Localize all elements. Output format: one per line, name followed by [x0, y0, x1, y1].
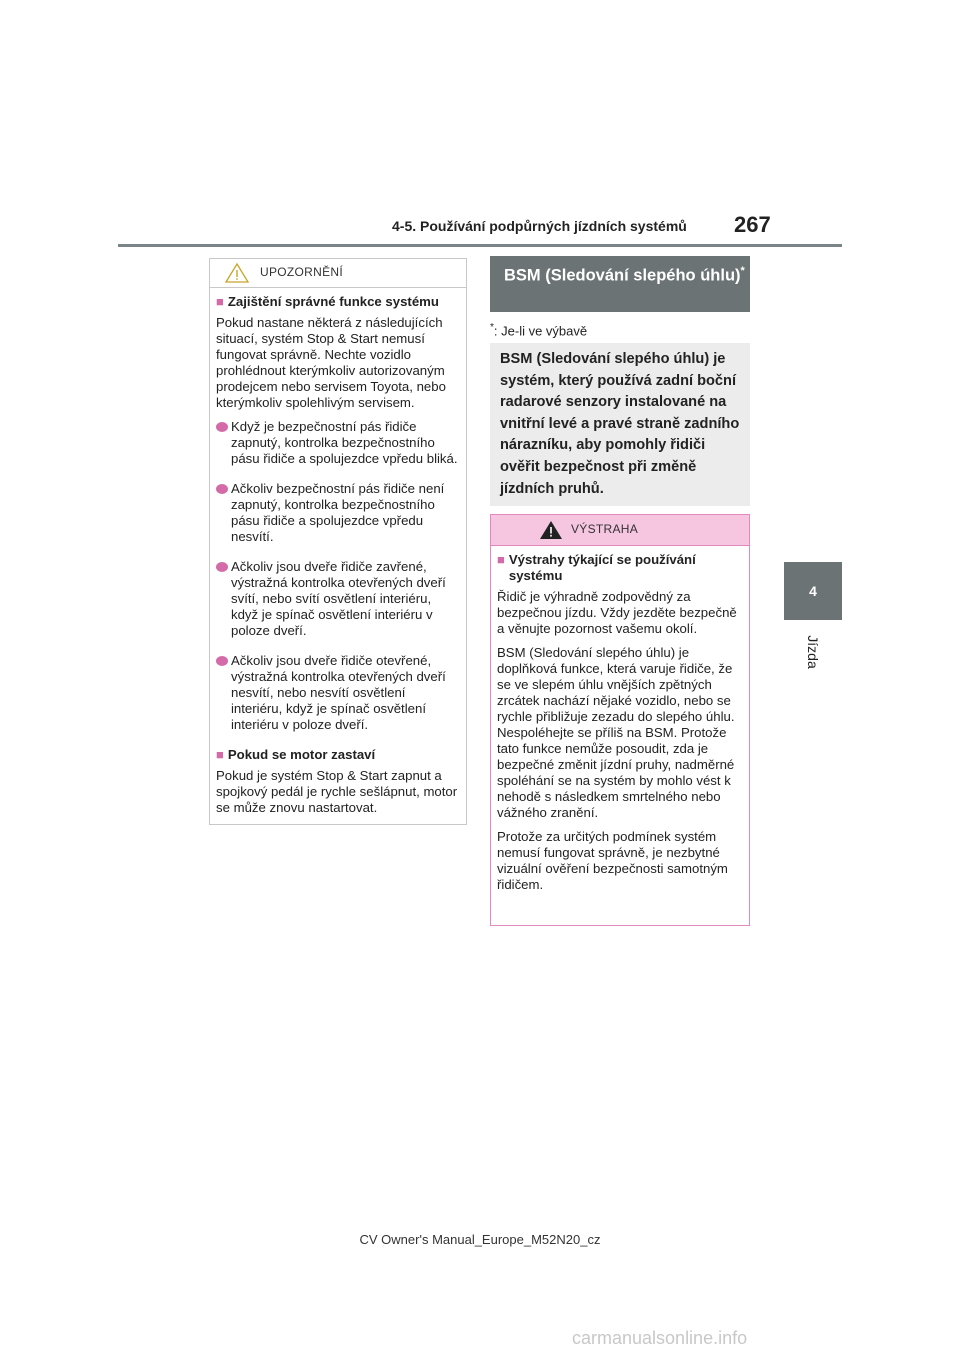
caution-bullet-3: Ačkoliv jsou dveře řidiče zavřené, výstražná kontrolka otevřených dveří svítí, nebo svítí osvětlení interiéru, když je spínač osvětlení interiéru v poloze dveří. — [216, 559, 460, 639]
caution-triangle-icon — [224, 262, 250, 284]
caution-text-2: Pokud je systém Stop & Start zapnut a spojkový pedál je rychle sešlápnut, motor se může znovu nastartovat. — [216, 768, 458, 815]
caution-box — [209, 258, 467, 825]
footnote: *: Je-li ve výbavě — [490, 322, 588, 339]
header-rule — [118, 244, 842, 247]
round-bullet-icon — [216, 422, 228, 432]
warning-triangle-icon — [539, 520, 563, 540]
page-number: 267 — [734, 212, 771, 237]
square-bullet-icon: ■ — [216, 747, 224, 762]
watermark: carmanualsonline.info — [572, 1328, 748, 1348]
round-bullet-icon — [216, 562, 228, 572]
square-bullet-icon: ■ — [497, 552, 505, 567]
bsm-title-band — [490, 256, 750, 312]
caution-heading-1: ■ Zajištění správné funkce systému — [216, 294, 439, 309]
round-bullet-icon — [216, 484, 228, 494]
caution-bullet-1: Když je bezpečnostní pás řidiče zapnutý, kontrolka bezpečnostního pásu řidiče a spolujezdce vpředu bliká. — [216, 419, 460, 467]
warning-paragraph-2: BSM (Sledování slepého úhlu) je doplňková funkce, která varuje řidiče, že se ve slepém úhlu vnějších zpětných zrcátek nachází nějaké vozidlo, nebo se rychle přibližuje zezadu do slepého úhlu. Nespoléhejte se příliš na BSM. Protože tato funkce nemůže posoudit, zda je bezpečné změnit jízdní pruhy, nadměrné spoléhání se na systém by mohlo vést k nehodě s následkem smrtelného nebo vážného zranění. — [497, 645, 735, 820]
bsm-title: BSM (Sledování slepého úhlu) — [504, 266, 741, 285]
warning-header — [491, 515, 749, 546]
section-title: 4-5. Používání podpůrných jízdních systémů — [392, 218, 687, 234]
chapter-label-wrap — [798, 630, 828, 674]
caution-header — [210, 259, 466, 288]
warning-paragraph-1: Řidič je výhradně zodpovědný za bezpečnou jízdu. Vždy jezděte bezpečně a věnujte pozornost vašemu okolí. — [497, 589, 737, 636]
footer-text: CV Owner's Manual_Europe_M52N20_cz — [359, 1232, 601, 1247]
round-bullet-icon — [216, 656, 228, 666]
square-bullet-icon: ■ — [216, 294, 224, 309]
warning-title: VÝSTRAHA — [571, 522, 639, 536]
caution-heading-2: ■ Pokud se motor zastaví — [216, 747, 376, 762]
chapter-number: 4 — [809, 583, 817, 599]
chapter-label: Jízda — [805, 635, 821, 669]
bsm-summary: BSM (Sledování slepého úhlu) je systém, který používá zadní boční radarové senzory instalované na vnitřní levé a pravé straně zadního nárazníku, aby pomohly řidiči ověřit bezpečnost při změně jízdních pruhů. — [490, 343, 750, 506]
chapter-tab — [784, 562, 842, 620]
warning-heading: ■ Výstrahy týkající se používání systému — [497, 552, 696, 583]
caution-title: UPOZORNĚNÍ — [260, 265, 344, 279]
warning-box — [490, 514, 750, 926]
caution-bullet-2: Ačkoliv bezpečnostní pás řidiče není zapnutý, kontrolka bezpečnostního pásu řidiče a spolujezdce vpředu nesvítí. — [216, 481, 460, 545]
warning-body — [491, 546, 749, 893]
caution-body — [210, 288, 466, 816]
bsm-title-mark: * — [740, 265, 745, 277]
caution-text-1: Pokud nastane některá z následujících situací, systém Stop & Start nemusí fungovat správně. Nechte vozidlo prohlédnout kterýmkoliv autorizovaným prodejcem nebo servisem Toyota, nebo kterýmkoliv spolehlivým servisem. — [216, 315, 446, 410]
warning-paragraph-3: Protože za určitých podmínek systém nemusí fungovat správně, je nezbytné vizuální ověření bezpečnosti samotným řidičem. — [497, 829, 728, 892]
caution-bullet-4: Ačkoliv jsou dveře řidiče otevřené, výstražná kontrolka otevřených dveří nesvítí, nebo nesvítí osvětlení interiéru, když je spínač osvětlení interiéru v poloze dveří. — [216, 653, 460, 733]
